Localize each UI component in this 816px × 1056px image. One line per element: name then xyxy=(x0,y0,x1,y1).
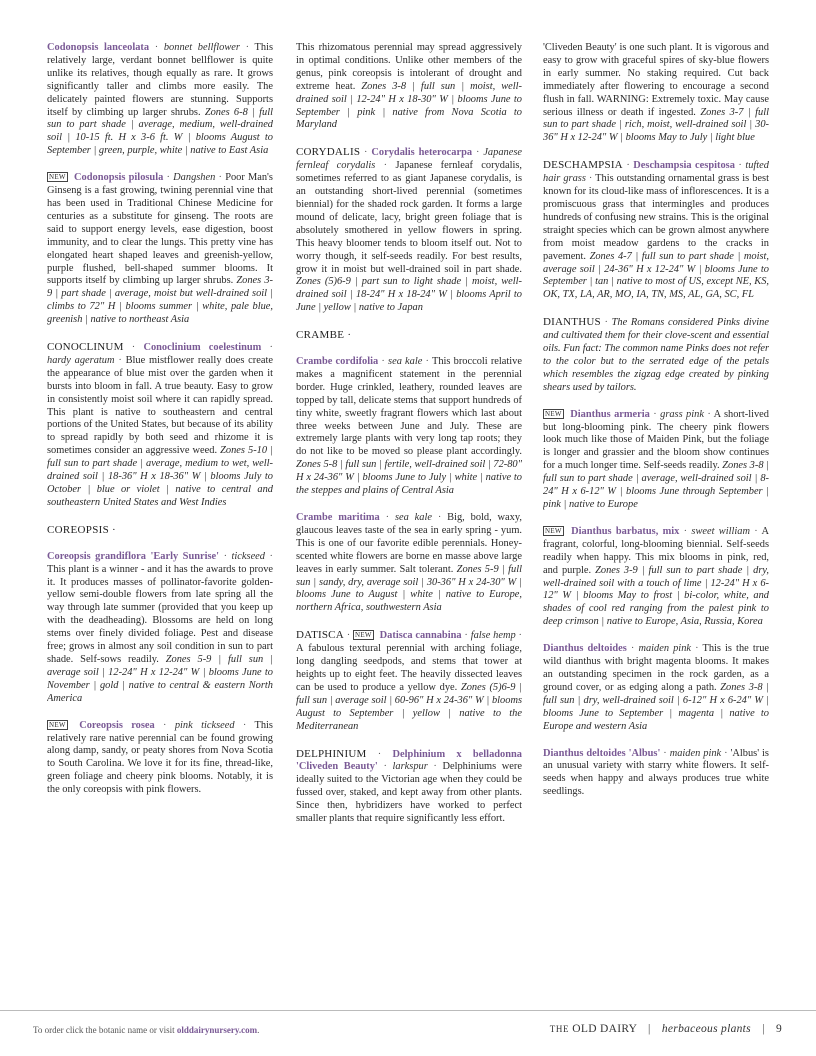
new-badge: NEW xyxy=(49,720,66,729)
genus-heading-text: COREOPSIS xyxy=(47,523,109,536)
column-2 xyxy=(296,42,522,987)
common-name: pink tickseed xyxy=(174,719,235,731)
plant-details: Zones (5)6-9 | part sun to light shade | moist, well-drained soil | 18-24" H x 18-24" W | blooms April to June | yellow | native to Japan xyxy=(296,276,522,314)
common-name: maiden pink xyxy=(638,643,692,655)
separator: · xyxy=(364,147,368,159)
plant-entry xyxy=(296,512,522,615)
page-number: 9 xyxy=(775,1023,782,1035)
plant-entry xyxy=(47,720,273,797)
column-3 xyxy=(543,42,769,987)
genus-heading: DELPHINIUM xyxy=(296,747,367,760)
footer-separator: | xyxy=(648,1023,651,1035)
running-footer xyxy=(550,1023,782,1035)
plant-details: Zones 3-8 | full sun | moist, well-drained soil | 12-24" H x 18-30" W | blooms June to September | pink | native from Nova Scotia to Maryland xyxy=(296,80,522,131)
botanic-name-link[interactable]: Crambe cordifolia xyxy=(296,356,379,368)
botanic-name-link[interactable]: Coreopsis grandiflora 'Early Sunrise' xyxy=(47,550,220,562)
plant-entry xyxy=(296,356,522,498)
separator: · xyxy=(245,42,250,53)
botanic-name-link[interactable]: Codonopsis pilosula xyxy=(74,172,164,184)
common-name: tufted hair grass xyxy=(543,160,769,185)
common-name: maiden pink xyxy=(669,747,722,759)
plant-description: This is the true wild dianthus with bright magenta blooms. It makes an outstanding specimen in the rock garden, as a ground cover, or as edging along a path. xyxy=(543,643,769,693)
separator: · xyxy=(118,354,122,366)
genus-description: The Romans considered Pinks divine and cultivated them for their clove-scent and essential oils. Fun fact: The common name Pinks does not refer to the color but to the serrated edge of the petals which resembles the zigzag edge created by pinking shears used by tailors. xyxy=(543,317,769,393)
plant-entry xyxy=(296,629,522,733)
brand-the: THE xyxy=(549,1024,570,1034)
plant-description: Delphiniums were ideally suited to the Victorian age when they could be fussed over, staked, and kept away from other plants. Since then, hybridizers have worked to perfect smaller plants that require significantly less effort. xyxy=(296,761,522,825)
separator: · xyxy=(437,512,442,523)
plant-description: This plant is a winner - and it has the awards to prove it. It produces masses of pollinator-favorite golden-yellow semi-double flowers from late spring all the way through late summer (provided that you keep up with the deadheading). Blossoms are held on long stems over finely divided foliage. Pest and disease free; grows in almost any soil condition in sun to part shade. Self-sows readily. xyxy=(47,563,273,665)
common-name: grass pink xyxy=(660,408,704,420)
genus-heading: DATISCA xyxy=(296,629,344,642)
section-name: herbaceous plants xyxy=(661,1023,751,1035)
plant-entry xyxy=(543,643,769,733)
plant-entry xyxy=(47,551,273,706)
genus-heading: CRAMBE · xyxy=(296,329,352,342)
common-name: hardy ageratum xyxy=(47,354,115,366)
footer-divider xyxy=(0,1010,816,1011)
botanic-name-link[interactable]: Deschampsia cespitosa xyxy=(633,160,735,172)
separator: · xyxy=(377,748,382,760)
separator: · xyxy=(242,719,247,731)
order-text: To order click the botanic name or visit xyxy=(33,1025,175,1035)
separator: · xyxy=(626,160,630,172)
genus-heading: CORYDALIS xyxy=(296,146,361,159)
plant-details: Zones 3-9 | part shade | average, moist but well-drained soil | climbs to 72" H | blooms summer | white, pale blue, greenish | native to northeast Asia xyxy=(47,275,273,326)
plant-details: Zones (5)6-9 | full sun | average soil | 60-96" H x 24-36" W | blooms August to September | yellow | native to the Mediterranean xyxy=(296,681,522,732)
separator: · xyxy=(269,342,273,354)
botanic-name-link[interactable]: Dianthus barbatus, mix xyxy=(571,525,680,537)
separator: · xyxy=(604,317,608,329)
plant-entry xyxy=(47,42,273,158)
botanic-name-link[interactable]: Codonopsis lanceolata xyxy=(47,42,150,53)
column-1 xyxy=(47,42,273,987)
separator: · xyxy=(653,408,657,420)
footer-separator: | xyxy=(762,1023,765,1035)
plant-description: Blue mistflower really does create the appearance of blue mist over the garden when it bursts into bloom in fall. A true beauty. Easy to grow in consistently moist soil where it can rapidly spread. This plant is native to southeastern and central portions of the United States, but because of its ability to spread rapidly by both seed and rhizome it is sometimes consider an aggressive weed. xyxy=(47,354,273,457)
plant-description: This outstanding ornamental grass is best known for its cloud-like mass of inflorescences. It is a promiscuous grass that intermingles and produces hundreds of confusing new strains. This is the original straight species which can be grown almost anywhere from moist meadow gardens to the cracks in pavement. xyxy=(543,173,769,262)
common-name: bonnet bellflower xyxy=(163,42,240,53)
common-name: larkspur xyxy=(392,761,428,773)
plant-description: Poor Man's Ginseng is a fast growing, twining perennial vine that has been used in Traditional Chinese Medicine for centuries as a substitute for ginseng. The roots are said to support energy levels, ease digestion, boost immunity, and to clear the lungs. This pretty vine has elongated heart shaped leaves and greenish-yellow, purple flushed, bell-shaped summer blooms. It supports itself by climbing up larger shrubs. xyxy=(47,172,273,287)
separator: · xyxy=(518,630,522,642)
plant-details: Zones 3-7 | full sun to part shade | rich, moist, well-drained soil | 30-36" H x 12-24" W | blooms May to July | light blue xyxy=(543,106,769,144)
genus-heading-text: CRAMBE xyxy=(296,329,345,342)
separator: · xyxy=(218,172,222,184)
plant-description: This rhizomatous perennial may spread aggressively in optimal conditions. Unlike other members of the genus, pink coreopsis is intolerant of drought and extreme heat. xyxy=(296,42,522,92)
separator: · xyxy=(166,172,170,184)
order-note xyxy=(33,1025,259,1035)
plant-description: Japanese fernleaf corydalis, sometimes referred to as giant Japanese corydalis, is an outstanding short-lived perennial (sometimes biennial) for the shaded rock garden. It forms a large mound of delicate, lacy, bright green foliage that is absolutely smothered in yellow flowers in spring. This heavy bloomer tends to bloom itself out. Not to worry though, it self-seeds readily. For best results, grow it in moist but well-drained soil in part shade. xyxy=(296,160,522,275)
separator: · xyxy=(663,747,667,759)
separator: · xyxy=(683,525,688,537)
separator: · xyxy=(381,356,385,368)
common-name: tickseed xyxy=(231,550,265,562)
plant-entry-continued xyxy=(543,42,769,145)
common-name: Japanese fernleaf corydalis xyxy=(296,147,522,172)
separator: · xyxy=(385,512,390,523)
separator: · xyxy=(346,630,351,642)
common-name: sea kale xyxy=(388,356,423,368)
brand-name: OLD DAIRY xyxy=(572,1023,637,1035)
plant-entry xyxy=(47,341,273,510)
plant-details: Zones 3-8 | full sun | dry, well-drained soil | 6-12" H x 6-24" W | blooms June to September | magenta | native to Europe and western Asia xyxy=(543,681,769,732)
plant-description: A short-lived but long-blooming pink. The cheery pink flowers look much like those of Maiden Pink, but the foliage is longer and grassier and the bloom show continues for a much longer time. Self-seeds readily. xyxy=(543,408,769,472)
plant-entry-continued xyxy=(296,42,522,132)
plant-description: 'Albus' is an unusual variety with starry white flowers. It self-seeds when happy and always produces true white seedlings. xyxy=(543,747,769,798)
plant-entry xyxy=(543,748,769,800)
separator: · xyxy=(154,42,159,53)
botanic-name-link[interactable]: Crambe maritima xyxy=(296,512,380,523)
common-name: false hemp xyxy=(470,630,516,642)
separator: · xyxy=(269,550,273,562)
separator: · xyxy=(131,342,136,354)
plant-description: This relatively rare native perennial can be found growing along damp, sandy, or peaty shores from Nova Scotia to South Carolina. We love it for its fine, thread-like, green foliage and cheery pink blooms. Notably, it is the only coreopsis with pink flowers. xyxy=(47,719,273,796)
new-badge: NEW xyxy=(49,173,66,182)
separator: · xyxy=(588,173,593,185)
plant-description: Big, bold, waxy, glaucous leaves taste of the sea in early spring - yum. This is one of our favorite edible perennials. Honey-scented white flowers are borne en masse above large leaves in early summer. Salt tolerant. xyxy=(296,512,522,575)
botanic-name-link[interactable]: Dianthus armeria xyxy=(570,408,650,420)
separator: · xyxy=(433,761,437,773)
plant-entry xyxy=(543,409,769,512)
plant-details: Zones 6-8 | full sun to part shade | average, medium, well-drained soil | 10-15 ft. H x 3-6 ft. W | blooms August to September | green, purple, white | native to East Asia xyxy=(47,106,273,157)
separator: · xyxy=(695,643,699,655)
separator: · xyxy=(163,719,167,731)
plant-entry xyxy=(296,146,522,315)
plant-description: 'Cliveden Beauty' is one such plant. It is vigorous and easy to grow with graceful spires of sky-blue flowers in early summer. No staking required. Cut back immediately after flowering to encourage a second flush in fall. WARNING: Extremely toxic. May cause serious illness or death if ingested. xyxy=(543,42,769,118)
plant-details: Zones 3-8 | full sun to part shade | average, well-drained soil | 8-24" H x 6-12" W | blooms June through September | pink | native to Europe xyxy=(543,460,769,510)
website-link[interactable]: olddairynursery.com xyxy=(176,1025,258,1035)
plant-description: This relatively large, verdant bonnet bellflower is quite unlike its relatives, though equally as rare. It grows significantly taller and climbs more easily. The delicately painted flowers are stunning. Supports itself by climbing up larger shrubs. xyxy=(47,42,273,118)
separator: · xyxy=(383,160,388,172)
plant-details: Zones 5-9 | full sun | sandy, dry, average soil | 30-36" H x 24-30" W | blooms June to August | white | native to Europe, northern Africa, southwestern Asia xyxy=(296,563,522,614)
new-badge: NEW xyxy=(545,409,562,418)
order-period: . xyxy=(257,1025,260,1035)
plant-details: Zones 5-10 | full sun to part shade | average, medium to wet, well-drained soil | 18-36" H x 18-36" W | blooms July to October | blue or violet | native to central and southeastern United States and West Indies xyxy=(47,445,273,508)
botanic-name-link[interactable]: Dianthus deltoides 'Albus' xyxy=(543,747,661,759)
common-name: sea kale xyxy=(394,512,432,523)
plant-description: A fragrant, colorful, long-blooming biennial. Self-seeds readily when happy. This mix blooms in pink, red, and purple. xyxy=(543,525,769,576)
genus-heading: DIANTHUS xyxy=(543,316,601,329)
genus-heading: DESCHAMPSIA xyxy=(543,159,623,172)
separator: · xyxy=(707,408,711,420)
separator: · xyxy=(464,630,468,642)
new-badge: NEW xyxy=(545,526,562,535)
plant-description: This broccoli relative makes a magnificent statement in the perennial border. Huge crinkled, leathery, rounded leaves are topped by tall, delicate stems that support hundreds of tiny white, sweetly fragrant flowers which last about three weeks between June and July. These are extremely large plants with very long tap roots; they do not like to be moved so please plant accordingly. xyxy=(296,356,522,458)
plant-entry xyxy=(543,159,769,302)
botanic-name-link[interactable]: Corydalis heterocarpa xyxy=(371,147,473,159)
separator: · xyxy=(724,747,728,759)
plant-description: A fabulous textural perennial with arching foliage, long dangling seedpods, and stems that tower at heights up to eight feet. The heavily dissected leaves can be used to produce a yellow dye. xyxy=(296,643,522,693)
plant-entry xyxy=(47,172,273,327)
plant-details: Zones 3-9 | full sun to part shade | dry, well-drained soil with a touch of lime | 12-24" H x 6-12" W | blooms May to frost | bi-color, white, and shades of cool red ranging from the palest pink to deep crimson | native to Europe, Asia, Russia, Korea xyxy=(543,564,769,628)
common-name: Dangshen xyxy=(173,172,216,184)
separator: · xyxy=(475,147,480,159)
plant-entry xyxy=(296,748,522,826)
botanic-name-link[interactable]: Coreopsis rosea xyxy=(79,719,155,731)
botanic-name-link[interactable]: Conoclinium coelestinum xyxy=(143,342,262,354)
separator: · xyxy=(630,643,635,655)
botanic-name-link[interactable]: Datisca cannabina xyxy=(379,630,462,642)
plant-details: Zones 5-8 | full sun | fertile, well-drained soil | 72-80" H x 24-36" W | blooms June to July | white | native to the steppes and plains of Central Asia xyxy=(296,459,522,497)
new-badge: NEW xyxy=(354,631,372,640)
plant-entry xyxy=(543,526,769,629)
common-name: sweet william xyxy=(691,525,750,537)
botanic-name-link[interactable]: Dianthus deltoides xyxy=(543,643,627,655)
separator: · xyxy=(738,160,742,172)
separator: · xyxy=(425,356,430,368)
botanic-name-link[interactable]: Delphinium x belladonna 'Cliveden Beauty' xyxy=(296,748,522,773)
genus-intro xyxy=(543,316,769,394)
separator: · xyxy=(383,761,387,773)
separator: · xyxy=(754,525,758,537)
genus-heading: COREOPSIS · xyxy=(47,523,117,536)
separator: · xyxy=(223,550,228,562)
plant-details: Zones 5-9 | full sun | average soil | 12-24" H x 12-24" W | blooms June to November | gold | native to central & eastern North America xyxy=(47,653,273,704)
plant-details: Zones 4-7 | full sun to part shade | moist, average soil | 24-36" H x 12-24" W | blooms June to September | tan | native to most of US, except NE, KS, OK, TX, LA, AR, MO, IA, TN, MS, AL, GA, SC, FL xyxy=(543,250,769,301)
genus-heading: CONOCLINUM xyxy=(47,341,124,354)
